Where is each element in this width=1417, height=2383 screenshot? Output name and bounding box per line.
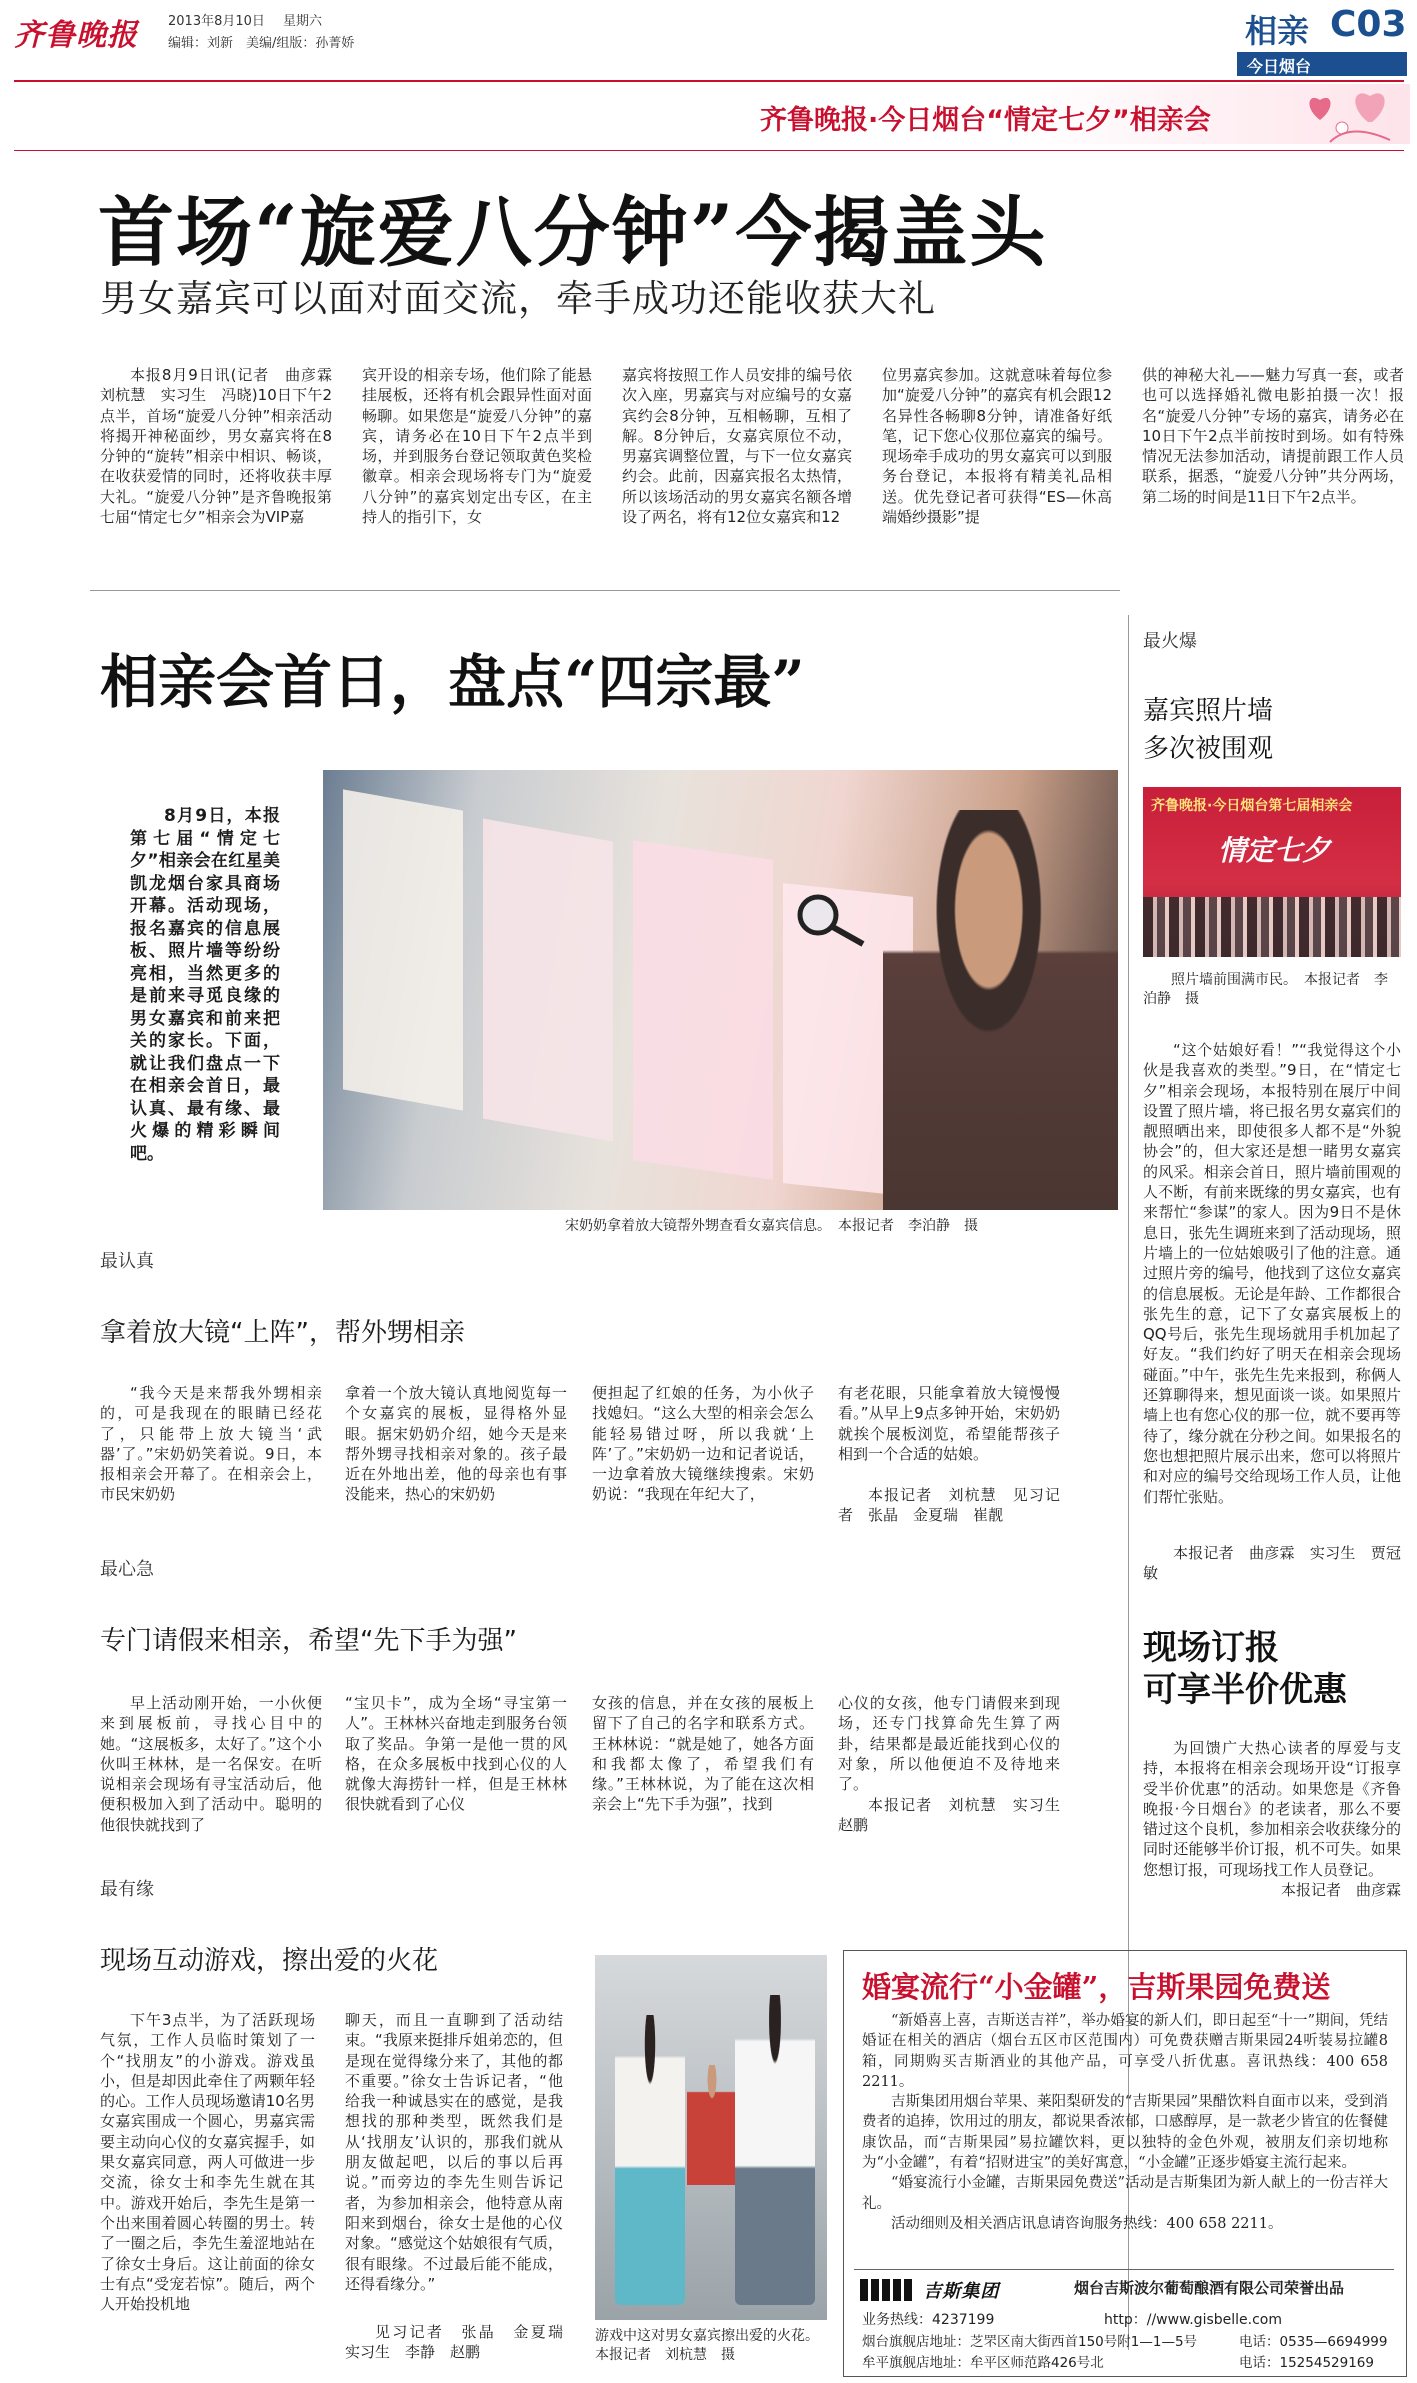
s1-col-2 [345,1383,567,1526]
magnifier-icon [793,890,873,950]
s1-col-1 [100,1383,322,1526]
grandma-figure [883,810,1118,1210]
photo-banner-text: 齐鲁晚报·今日烟台第七届相亲会 [1151,798,1353,814]
lead-headline: 首场“旋爱八分钟”今揭盖头 [98,188,1048,277]
feature-photo-caption: 宋奶奶拿着放大镜帮外甥查看女嘉宾信息。 本报记者 李泊静 摄 [565,1218,978,1234]
weekday-text: 星期六 [283,14,323,29]
ad-hotline: 业务热线：4237199 [862,2312,995,2328]
s2-col-1-text: 早上活动刚开始，一小伙便来到展板前，寻找心目中的她。“这展板多，太好了。”这个小伙叫王林林，是一名保安。在听说相亲会现场有寻宝活动后，他便积极加入到了活动中。聪明的他很快就找到了 [100,1694,322,1834]
s1-col-3 [592,1383,814,1526]
s2-col-4-text: 心仪的女孩，他专门请假来到现场，还专门找算命先生算了两卦，结果都是最近能找到心仪的对象，所以他便迫不及待地来了。 [838,1694,1060,1794]
sidebar-byline-text: 本报记者 曲彦霖 实习生 贾冠敏 [1143,1544,1401,1583]
sidebar-body-text: “这个姑娘好看！”“我觉得这个小伙是我喜欢的类型。”9日，在“情定七夕”相亲会现场，本报特别在展厅中间设置了照片墙，将已报名男女嘉宾们的靓照晒出来，即使很多人都不是“外貌协会”的，但大家还是想一睹男女嘉宾的风采。相亲会首日，照片墙前围观的人不断，有前来既缘的男女嘉宾，也有来帮忙“参谋”的家人。因为9日不是休息日，张先生调班来到了活动现场，照片墙上的一位姑娘吸引了他的注意。通过照片旁的编号，他找到了这位女嘉宾的信息展板。无论是年龄、工作都很合张先生的意，记下了女嘉宾展板上的QQ号后，张先生现场就用手机加起了好友。“我们约好了明天在相亲会现场碰面。”中午，张先生先来报到，称俩人还算聊得来，想见面谈一谈。如果照片墙上也有您心仪的那一位，就不要再等待了，缘分就在分秒之间。如果报名的您也想把照片展示出来，您可以将照片和对应的编号交给现场工作人员，让他们帮忙张贴。 [1143,1041,1401,1506]
lead-col-1 [100,365,348,565]
edition-tag [1237,52,1407,76]
s2-byline [838,1795,1076,1837]
promo-byline [1143,1880,1401,1902]
date-text: 2013年8月10日 [168,14,265,29]
brand-name: 吉斯集团 [923,2281,1000,2302]
s2-col-2 [345,1693,567,1853]
lead-col-5-text: 供的神秘大礼——魅力写真一套，或者也可以选择婚礼微电影拍摄一次！报名“旋爱八分钟”专场的嘉宾，请务必在10日下午2点半前按时到场。如有特殊情况无法参加活动，请提前跟工作人员联系，据悉，“旋爱八分钟”共分两场，第二场的时间是11日下午2点半。 [1142,366,1404,506]
sidebar-label: 最火爆 [1143,631,1197,652]
sidebar-photo-caption: 照片墙前围满市民。 本报记者 李泊静 摄 [1143,972,1388,1007]
s2-col-4 [838,1693,1060,1793]
section-name: 相亲 [1245,12,1310,50]
man-white-figure [735,1995,815,2305]
ad-tel-1: 电话：0535—6694999 [1239,2334,1388,2350]
s1-col-4-text: 有老花眼，只能拿着放大镜慢慢看。”从早上9点多钟开始，宋奶奶就挨个展板浏览，希望能帮孩子相到一个合适的姑娘。 [838,1384,1060,1463]
feature-intro-text: 8月9日，本报第七届“情定七夕”相亲会在红星美凯龙烟台家具商场开幕。活动现场，报名嘉宾的信息展板、照片墙等纷纷亮相，当然更多的是前来寻觅良缘的男女嘉宾和前来把关的家长。下面，就让我们盘点一下在相亲会首日，最认真、最有缘、最火爆的精彩瞬间吧。 [130,806,280,1164]
sidebar-title-1: 嘉宾照片墙 [1143,696,1274,726]
lead-col-2-text: 宾开设的相亲专场，他们除了能悬挂展板，还将有机会跟异性面对面畅聊。如果您是“旋爱八分钟”的嘉宾，请务必在10日下午2点半到场，并到服务台登记领取黄色奖检徽章。相亲会现场将专门为“旋爱八分钟”的嘉宾划定出专区，在主持人的指引下，女 [362,366,592,527]
s3-col-2-text: 聊天，而且一直聊到了活动结束。“我原来挺排斥姐弟恋的，但是现在觉得缘分来了，其他的都不重要。”徐女士告诉记者，“他给我一种诚恳实在的感觉，是我想找的那种类型，既然我们是从‘找朋友’认识的，那我们就从朋友做起吧，以后的事以后再说。”而旁边的李先生则告诉记者，为参加相亲会，他特意从南阳来到烟台，徐女士是他的心仪对象。“感觉这个姑娘很有气质，很有眼缘。不过最后能不能成，还得看缘分。” [345,2011,563,2293]
lead-col-2 [362,365,592,565]
photo-banner-text-2: 情定七夕 [1218,834,1331,867]
s2-byline-text: 本报记者 刘杭慧 实习生 赵鹏 [838,1796,1076,1835]
s2-label: 最心急 [100,1559,154,1580]
ad-title: 婚宴流行“小金罐”，吉斯果园免费送 [862,1970,1331,2004]
lead-col-3 [622,365,852,565]
s1-title: 拿着放大镜“上阵”，帮外甥相亲 [100,1318,465,1348]
promo-byline-text: 本报记者 曲彦霖 [1280,1881,1401,1899]
s1-col-1-text: “我今天是来帮我外甥相亲的，可是我现在的眼睛已经花了，只能带上放大镜当‘武器’了。”宋奶奶笑着说。9日，本报相亲会开幕了。在相亲会上，市民宋奶奶 [100,1384,322,1504]
promo-title-1: 现场订报 [1143,1628,1279,1668]
ad-box [843,1950,1407,2377]
game-photo [595,1955,827,2320]
s2-col-3 [592,1693,814,1853]
sidebar-title-2: 多次被围观 [1143,734,1274,764]
man-red-figure [687,2065,737,2185]
s1-byline [838,1485,1060,1527]
lead-col-4 [882,365,1112,565]
promo-title-2: 可享半价优惠 [1143,1670,1347,1710]
lead-col-5 [1142,365,1404,565]
ad-address-1: 烟台旗舰店地址：芝罘区南大街西首150号附1—1—5号 [862,2334,1198,2350]
s3-byline-text: 见习记者 张晶 金夏瑞 实习生 李静 赵鹏 [345,2323,579,2362]
page-number: C03 [1330,4,1407,45]
ad-url[interactable]: http：//www.gisbelle.com [1104,2312,1283,2328]
s2-col-2-text: “宝贝卡”，成为全场“寻宝第一人”。王林林兴奋地走到服务台领取了奖品。争第一是他一贯的风格，在众多展板中找到心仪的人就像大海捞针一样，但是王林林很快就看到了心仪 [345,1694,567,1814]
s3-title: 现场互动游戏，擦出爱的火花 [100,1946,439,1976]
s1-byline-text: 本报记者 刘杭慧 见习记者 张晶 金夏瑞 崔靓 [838,1486,1060,1525]
s2-col-1 [100,1693,322,1853]
promo-body [1143,1738,1401,1878]
masthead-date [168,10,322,29]
game-photo-caption: 游戏中这对男女嘉宾擦出爱的火花。本报记者 刘杭慧 摄 [595,2328,819,2363]
feature-intro [130,805,280,1164]
s2-col-3-text: 女孩的信息，并在女孩的展板上留下了自己的名字和联系方式。王林林说：“就是她了，她各方面和我都太像了，希望我们有缘。”王林林说，为了能在这次相亲会上“先下手为强”，找到 [592,1694,814,1814]
edition-text: 今日烟台 [1247,57,1312,76]
s3-label: 最有缘 [100,1879,154,1900]
lead-col-1-text: 本报8月9日讯(记者 曲彦霖 刘杭慧 实习生 冯晓)10日下午2点半，首场“旋爱八分钟”相亲活动将揭开神秘面纱，男女嘉宾将在8分钟的“旋转”相亲中相识、畅谈，在收获爱情的同时，还将收获丰厚大礼。“旋爱八分钟”是齐鲁晚报第七届“情定七夕”相亲会为VIP嘉 [100,366,348,527]
poster-board-1 [343,789,463,1110]
ad-footer-rule [854,2269,1394,2270]
lead-bottom-rule [90,590,1120,591]
lead-subhead: 男女嘉宾可以面对面交流，牵手成功还能收获大礼 [100,277,936,320]
sidebar-body [1143,1040,1401,1540]
masthead-rule [14,80,1404,82]
brand-logo [860,2275,999,2303]
woman-figure [615,2015,685,2305]
sidebar-byline [1143,1543,1401,1585]
s1-col-2-text: 拿着一个放大镜认真地阅览每一个女嘉宾的展板，显得格外显眼。据宋奶奶介绍，她今天是来帮外甥寻找相亲对象的。孩子最近在外地出差，他的母亲也有事没能来，热心的宋奶奶 [345,1384,567,1504]
s3-col-2 [345,2010,563,2320]
s3-col-1-text: 下午3点半，为了活跃现场气氛，工作人员临时策划了一个“找朋友”的小游戏。游戏虽小，但是却因此牵住了两颗年轻的心。工作人员现场邀请10名男女嘉宾围成一个圆心，男嘉宾需要主动向心仪的女嘉宾握手，如果女嘉宾同意，两人可做进一步交流，徐女士和李先生就在其中。游戏开始后，李先生是第一个出来围着圆心转圈的男士。转了一圈之后，李先生羞涩地站在了徐女士身后。这让前面的徐女士有点“受宠若惊”。随后，两个人开始投机地 [100,2011,315,2314]
banner-rule [14,150,1404,151]
event-banner: 齐鲁晚报·今日烟台“情定七夕”相亲会 [760,105,1211,136]
promo-body-text: 为回馈广大热心读者的厚爱与支持，本报将在相亲会现场开设“订报享受半价优惠”的活动。如果您是《齐鲁晚报·今日烟台》的老读者，那么不要错过这个良机，参加相亲会收获缘分的同时还能够半价订报，机不可失。如果您想订报，可现场找工作人员登记。 [1143,1739,1401,1879]
ad-para-3: “婚宴流行小金罐，吉斯果园免费送”活动是吉斯集团为新人献上的一份吉祥大礼。 [862,2175,1388,2212]
ad-company: 烟台吉斯波尔葡萄酿酒有限公司荣誉出品 [1074,2279,1345,2297]
ad-tel-2: 电话：15254529169 [1239,2355,1374,2371]
brand-mark-icon [860,2279,914,2301]
poster-board-2 [483,819,613,1142]
masthead-editors: 编辑：刘新 美编/组版：孙菁娇 [168,36,355,51]
s1-label: 最认真 [100,1251,154,1272]
ad-body [862,2011,1388,2261]
ad-address-2: 牟平旗舰店地址：牟平区师范路426号北 [862,2355,1104,2371]
s1-col-3-text: 便担起了红娘的任务，为小伙子找媳妇。“这么大型的相亲会怎么能轻易错过呀，所以我就‘上阵’了。”宋奶奶一边和记者说话，一边拿着放大镜继续搜索。宋奶奶说：“我现在年纪大了， [592,1384,814,1504]
ad-para-1: “新婚喜上喜，吉斯送吉祥”，举办婚宴的新人们，即日起至“十一”期间，凭结婚证在相关的酒店（烟台五区市区范围内）可免费获赠吉斯果园24听装易拉罐8箱，同期购买吉斯酒业的其他产品，可享受八折优惠。喜讯热线：400 658 2211。 [862,2013,1388,2090]
ad-para-4: 活动细则及相关酒店讯息请咨询服务热线：400 658 2211。 [891,2215,1283,2232]
poster-board-3 [633,840,773,1180]
feature-photo [323,770,1118,1210]
photo-crowd [1143,897,1401,957]
lead-col-3-text: 嘉宾将按照工作人员安排的编号依次入座，男嘉宾与对应编号的女嘉宾约会8分钟，互相畅聊，互相了解。8分钟后，女嘉宾原位不动，男嘉宾调整位置，与下一位女嘉宾约会。此前，因嘉宾报名太热情，所以该场活动的男女嘉宾名额各增设了两名，将有12位女嘉宾和12 [622,366,852,527]
s3-byline [345,2322,579,2364]
ad-para-2: 吉斯集团用烟台苹果、莱阳梨研发的“吉斯果园”果醋饮料自面市以来，受到消费者的追捧，饮用过的朋友，都说果香浓郁，口感醇厚，是一款老少皆宜的佐餐健康饮品，而“吉斯果园”易拉罐饮料，更以独特的金色外观，被朋友们亲切地称为“小金罐”，有着“招财进宝”的美好寓意，“小金罐”正逐步婚宴主流行起来。 [862,2094,1388,2172]
s3-col-1 [100,2010,315,2365]
feature-headline: 相亲会首日，盘点“四宗最” [100,648,805,716]
lead-col-4-text: 位男嘉宾参加。这就意味着每位参加“旋爱八分钟”的嘉宾有机会跟12名异性各畅聊8分钟，请准备好纸笔，记下您心仪那位嘉宾的编号。现场牵手成功的男女嘉宾可以到服务台登记，本报将有精美礼品相送。优先登记者可获得“ES—休高端婚纱摄影”提 [882,366,1112,527]
s2-title: 专门请假来相亲，希望“先下手为强” [100,1626,517,1656]
heart-couple-icon [1290,82,1410,146]
sidebar-photo [1143,787,1401,957]
masthead-logo: 齐鲁晚报 [14,18,138,53]
